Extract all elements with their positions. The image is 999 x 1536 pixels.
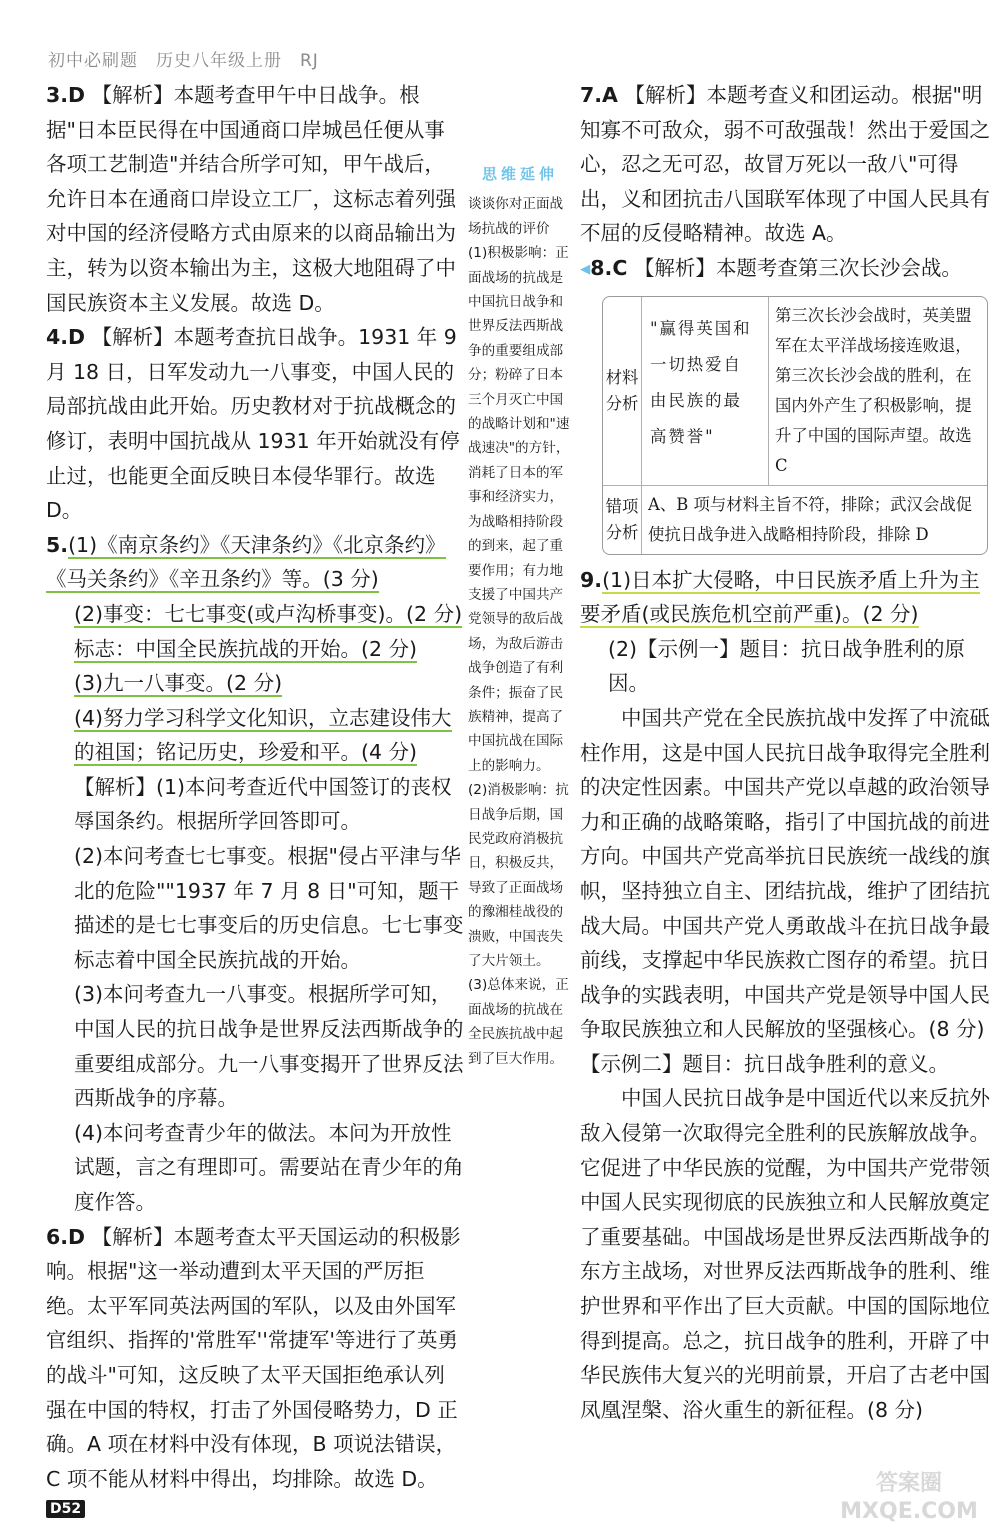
answer-8 bbox=[580, 251, 992, 286]
left-column bbox=[46, 78, 464, 1496]
material-analysis-label: 材料分析 bbox=[603, 297, 642, 485]
answer-6-tag: 【解析】 bbox=[91, 1224, 174, 1249]
answer-4 bbox=[46, 320, 464, 528]
material-quote: "赢得英国和一切热爱自由民族的最高赞誉" bbox=[642, 297, 769, 485]
answer-5-part-2: (2)事变：七七事变(或卢沟桥事变)。(2 分) bbox=[74, 601, 463, 626]
pointer-arrow-icon: ◂ bbox=[580, 255, 591, 280]
answer-8-tag: 【解析】 bbox=[633, 255, 716, 280]
answer-3-tag: 【解析】 bbox=[91, 83, 174, 107]
answer-5-part-1: (1)《南京条约》《天津条约》《北京条约》《马关条约》《辛丑条约》等。(3 分) bbox=[46, 532, 446, 592]
answer-6-text: 本题考查太平天国运动的积极影响。根据"这一举动遭到太平天国的严厉拒绝。太平军同英法两国的军队，以及由外国军官组织、指挥的'常胜军''常捷军'等进行了英勇的战斗"可知，这反映了太平天国拒绝承认列强在中国的特权，打击了外国侵略势力，D 正确。A 项在材料中没有体现，B 项说法错误，C 项不能从材料中得出，均排除。故选 D。 bbox=[46, 1224, 461, 1491]
right-column bbox=[580, 78, 992, 1427]
sidebar-point-1: (1)积极影响：正面战场的抗战是中国抗日战争和世界反法西斯战争的重要组成部分；粉碎了日本三个月灭亡中国的战略计划和"速战速决"的方针，消耗了日本的军事和经济实力，为战略相持阶段的到来，起了重要作用；有力地支援了中国共产党领导的敌后战场，为敌后游击战争创造了有利条件；振奋了民族精神，提高了中国抗战在国际上的影响力。 bbox=[468, 245, 570, 774]
example-1-title: (2)【示例一】题目：抗日战争胜利的原因。 bbox=[608, 636, 966, 696]
page-number: D52 bbox=[46, 1500, 85, 1518]
sidebar-point-2: (2)消极影响：抗日战争后期，国民党政府消极抗日，积极反共，导致了正面战场的豫湘桂战役的溃败，中国丧失了大片领土。 bbox=[468, 782, 569, 969]
answer-9 bbox=[580, 563, 992, 1428]
answer-7-number: 7.A bbox=[580, 83, 618, 107]
watermark-logo bbox=[824, 1470, 994, 1532]
answer-5-explain-1: 【解析】(1)本问考查近代中国签订的丧权辱国条约。根据所学回答即可。 bbox=[74, 774, 452, 834]
answer-4-number: 4.D bbox=[46, 325, 86, 350]
watermark-line-2: MXQE.COM bbox=[840, 1499, 978, 1524]
answer-9-part-1: (1)日本扩大侵略，中日民族矛盾上升为主要矛盾(或民族危机空前严重)。(2 分) bbox=[580, 567, 980, 627]
answer-7-text: 本题考查义和团运动。根据"明知寡不可敌众，弱不可敌强哉！然出于爱国之心，忍之无可忍，故冒万死以一敌八"可得出，义和团抗击八国联军体现了中国人民具有不屈的反侵略精神。故选 A。 bbox=[580, 83, 990, 246]
answer-6 bbox=[46, 1220, 464, 1497]
answer-6-number: 6.D bbox=[46, 1224, 86, 1249]
thinking-extension-sidebar bbox=[468, 162, 572, 1071]
example-2-title: 【示例二】题目：抗日战争胜利的意义。 bbox=[580, 1051, 949, 1076]
answer-5-part-2b: 标志：中国全民族抗战的开始。(2 分) bbox=[74, 636, 418, 661]
answer-5-number: 5. bbox=[46, 532, 69, 557]
answer-4-tag: 【解析】 bbox=[91, 325, 174, 350]
material-analysis-row bbox=[603, 297, 987, 485]
material-analysis-text: 第三次长沙会战时，英美盟军在太平洋战场接连败退，第三次长沙会战的胜利，在国内外产生了积极影响，提升了中国的国际声望。故选 C bbox=[775, 305, 972, 475]
sidebar-title: 思维延伸 bbox=[481, 165, 558, 183]
answer-7 bbox=[580, 78, 992, 251]
answer-7-tag: 【解析】 bbox=[624, 83, 707, 107]
answer-5-explain-4: (4)本问考查青少年的做法。本问为开放性试题，言之有理即可。需要站在青少年的角度作答。 bbox=[74, 1120, 464, 1214]
answer-3 bbox=[46, 78, 464, 320]
answer-5-part-3: (3)九一八事变。(2 分) bbox=[74, 671, 283, 696]
answer-4-text: 本题考查抗日战争。1931 年 9 月 18 日，日军发动九一八事变，中国人民的局部抗战由此开始。历史教材对于抗战概念的修订，表明中国抗战从 1931 年开始就没有停止过，也能更全面反映日本侵华罪行。故选 D。 bbox=[46, 325, 460, 523]
answer-5-explain-3: (3)本问考查九一八事变。根据所学可知，中国人民的抗日战争是世界反法西斯战争的重要组成部分。九一八事变揭开了世界反法西斯战争的序幕。 bbox=[74, 982, 464, 1111]
answer-5 bbox=[46, 528, 464, 1220]
answer-8-number: 8.C bbox=[590, 255, 628, 280]
page-header: 初中必刷题 历史八年级上册 RJ bbox=[48, 51, 319, 71]
answer-9-number: 9. bbox=[580, 567, 603, 592]
answer-5-part-4: (4)努力学习科学文化知识，立志建设伟大的祖国；铭记历史，珍爱和平。(4 分) bbox=[74, 705, 452, 765]
wrong-option-row bbox=[603, 485, 987, 554]
example-1-body: 中国共产党在全民族抗战中发挥了中流砥柱作用，这是中国人民抗日战争取得完全胜利的决定性因素。中国共产党以卓越的政治领导力和正确的战略策略，指引了中国抗战的前进方向。中国共产党高举抗日民族统一战线的旗帜，坚持独立自主、团结抗战，维护了团结抗战大局。中国共产党人勇敢战斗在抗日战争最前线，支撑起中华民族救亡图存的希望。抗日战争的实践表明，中国共产党是领导中国人民争取民族独立和人民解放的坚强核心。(8 分) bbox=[580, 705, 990, 1042]
watermark-line-1: 答案圈 bbox=[875, 1471, 942, 1496]
sidebar-intro: 谈谈你对正面战场抗战的评价 bbox=[468, 196, 564, 237]
answer-8-text: 本题考查第三次长沙会战。 bbox=[715, 255, 962, 280]
answer-3-number: 3.D bbox=[46, 83, 86, 107]
wrong-option-label: 错项分析 bbox=[603, 486, 642, 554]
analysis-box bbox=[602, 296, 988, 555]
answer-5-explain-2: (2)本问考查七七事变。根据"侵占平津与华北的危险""1937 年 7 月 8 日"可知，题干描述的是七七事变后的历史信息。七七事变标志着中国全民族抗战的开始。 bbox=[74, 844, 464, 972]
sidebar-point-3: (3)总体来说，正面战场的抗战在全民族抗战中起到了巨大作用。 bbox=[468, 977, 569, 1067]
answer-3-text: 本题考查甲午中日战争。根据"日本臣民得在中国通商口岸城邑任便从事各项工艺制造"并结合所学可知，甲午战后，允许日本在通商口岸设立工厂，这标志着列强对中国的经济侵略方式由原来的以商品输出为主，转为以资本输出为主，这极大地阻碍了中国民族资本主义发展。故选 D。 bbox=[46, 83, 456, 315]
example-2-body: 中国人民抗日战争是中国近代以来反抗外敌入侵第一次取得完全胜利的民族解放战争。它促进了中华民族的觉醒，为中国共产党带领中国人民实现彻底的民族独立和人民解放奠定了重要基础。中国战场是世界反法西斯战争的东方主战场，对世界反法西斯战争的胜利、维护世界和平作出了巨大贡献。中国的国际地位得到提高。总之，抗日战争的胜利，开辟了中华民族伟大复兴的光明前景，开启了古老中国凤凰涅槃、浴火重生的新征程。(8 分) bbox=[580, 1086, 990, 1422]
wrong-option-text: A、B 项与材料主旨不符，排除；武汉会战促使抗日战争进入战略相持阶段，排除 D bbox=[648, 494, 973, 544]
